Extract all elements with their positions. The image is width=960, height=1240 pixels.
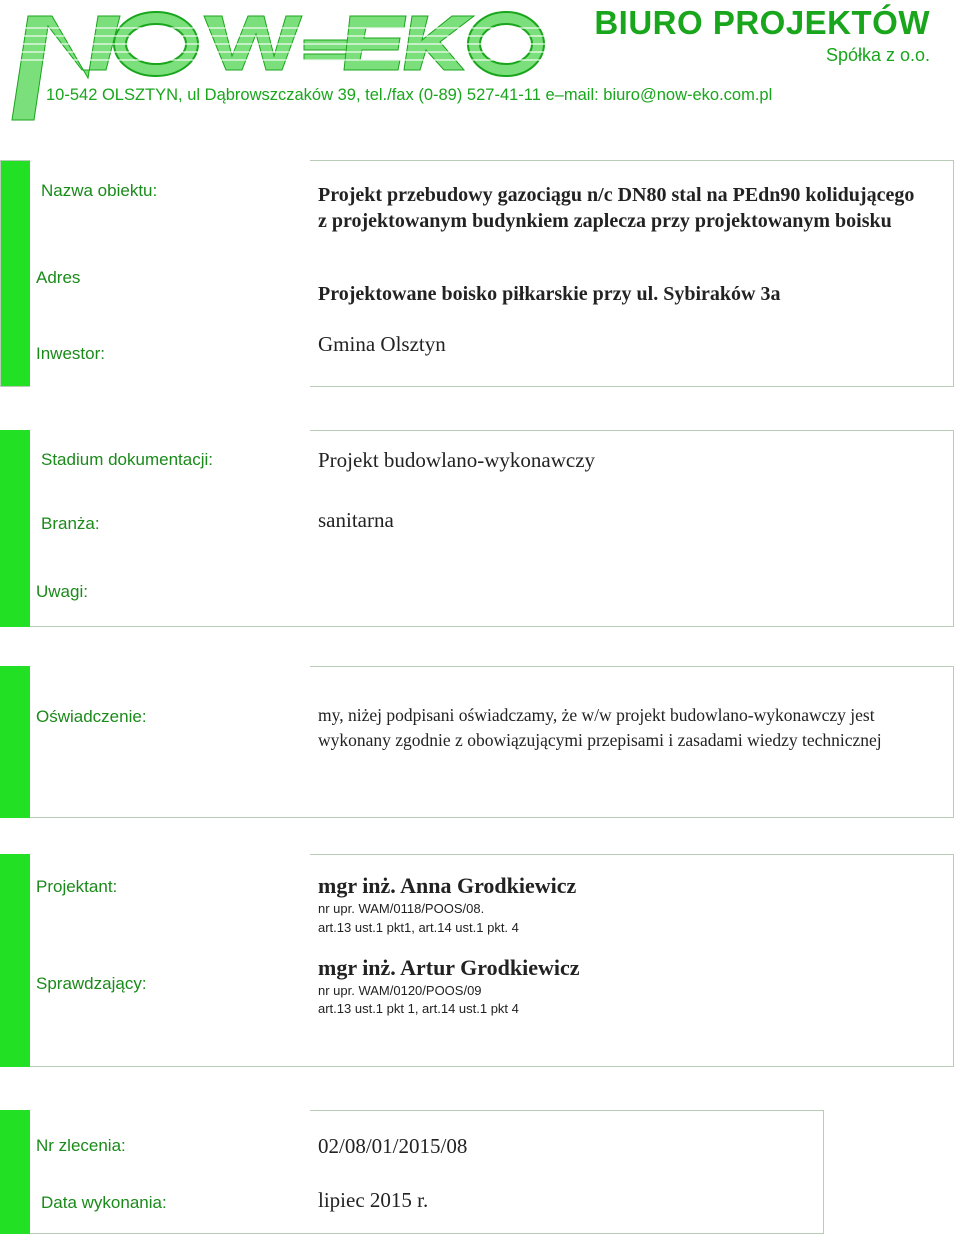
address-label: Adres <box>36 268 81 287</box>
branch-label: Branża: <box>41 514 100 533</box>
branch-value: sanitarna <box>318 508 394 532</box>
object-name-label: Nazwa obiektu: <box>41 181 158 200</box>
declaration-label: Oświadczenie: <box>36 707 147 726</box>
stage-value: Projekt budowlano-wykonawczy <box>318 448 596 472</box>
checker-label: Sprawdzający: <box>36 974 147 993</box>
checker-articles: art.13 ust.1 pkt 1, art.14 ust.1 pkt 4 <box>318 1001 519 1016</box>
order-number-value: 02/08/01/2015/08 <box>318 1134 468 1158</box>
date-value: lipiec 2015 r. <box>318 1188 429 1212</box>
investor-value: Gmina Olsztyn <box>318 332 446 356</box>
company-address: 10-542 OLSZTYN, ul Dąbrowszczaków 39, tel./fax (0-89) 527-41-11 e–mail: biuro@now-eko.com.pl <box>46 86 773 104</box>
address-value: Projektowane boisko piłkarskie przy ul. Sybiraków 3a <box>318 283 781 305</box>
order-number-label: Nr zlecenia: <box>36 1136 126 1155</box>
stage-label: Stadium dokumentacji: <box>41 450 213 469</box>
designer-label: Projektant: <box>36 877 118 896</box>
investor-label: Inwestor: <box>36 344 105 363</box>
checker-license: nr upr. WAM/0120/POOS/09 <box>318 983 482 998</box>
company-logo <box>8 8 548 126</box>
object-name-value: Projekt przebudowy gazociągu n/c DN80 stal na PEdn90 kolidującego z projektowanym budynkiem zaplecza przy projektowanym boisku <box>318 184 915 232</box>
designer-license: nr upr. WAM/0118/POOS/08. <box>318 901 485 916</box>
checker-name: mgr inż. Artur Grodkiewicz <box>318 955 580 980</box>
date-label: Data wykonania: <box>41 1193 167 1212</box>
designer-name: mgr inż. Anna Grodkiewicz <box>318 873 577 898</box>
company-type: Spółka z o.o. <box>825 45 930 65</box>
company-name: BIURO PROJEKTÓW <box>594 4 930 41</box>
designer-articles: art.13 ust.1 pkt1, art.14 ust.1 pkt. 4 <box>318 920 519 935</box>
left-frame <box>0 160 30 387</box>
notes-label: Uwagi: <box>36 582 88 601</box>
declaration-text: my, niżej podpisani oświadczamy, że w/w projekt budowlano-wykonawczy jest wykonany zgodnie z obowiązującymi przepisami i zasadami wiedzy technicznej <box>318 705 882 750</box>
